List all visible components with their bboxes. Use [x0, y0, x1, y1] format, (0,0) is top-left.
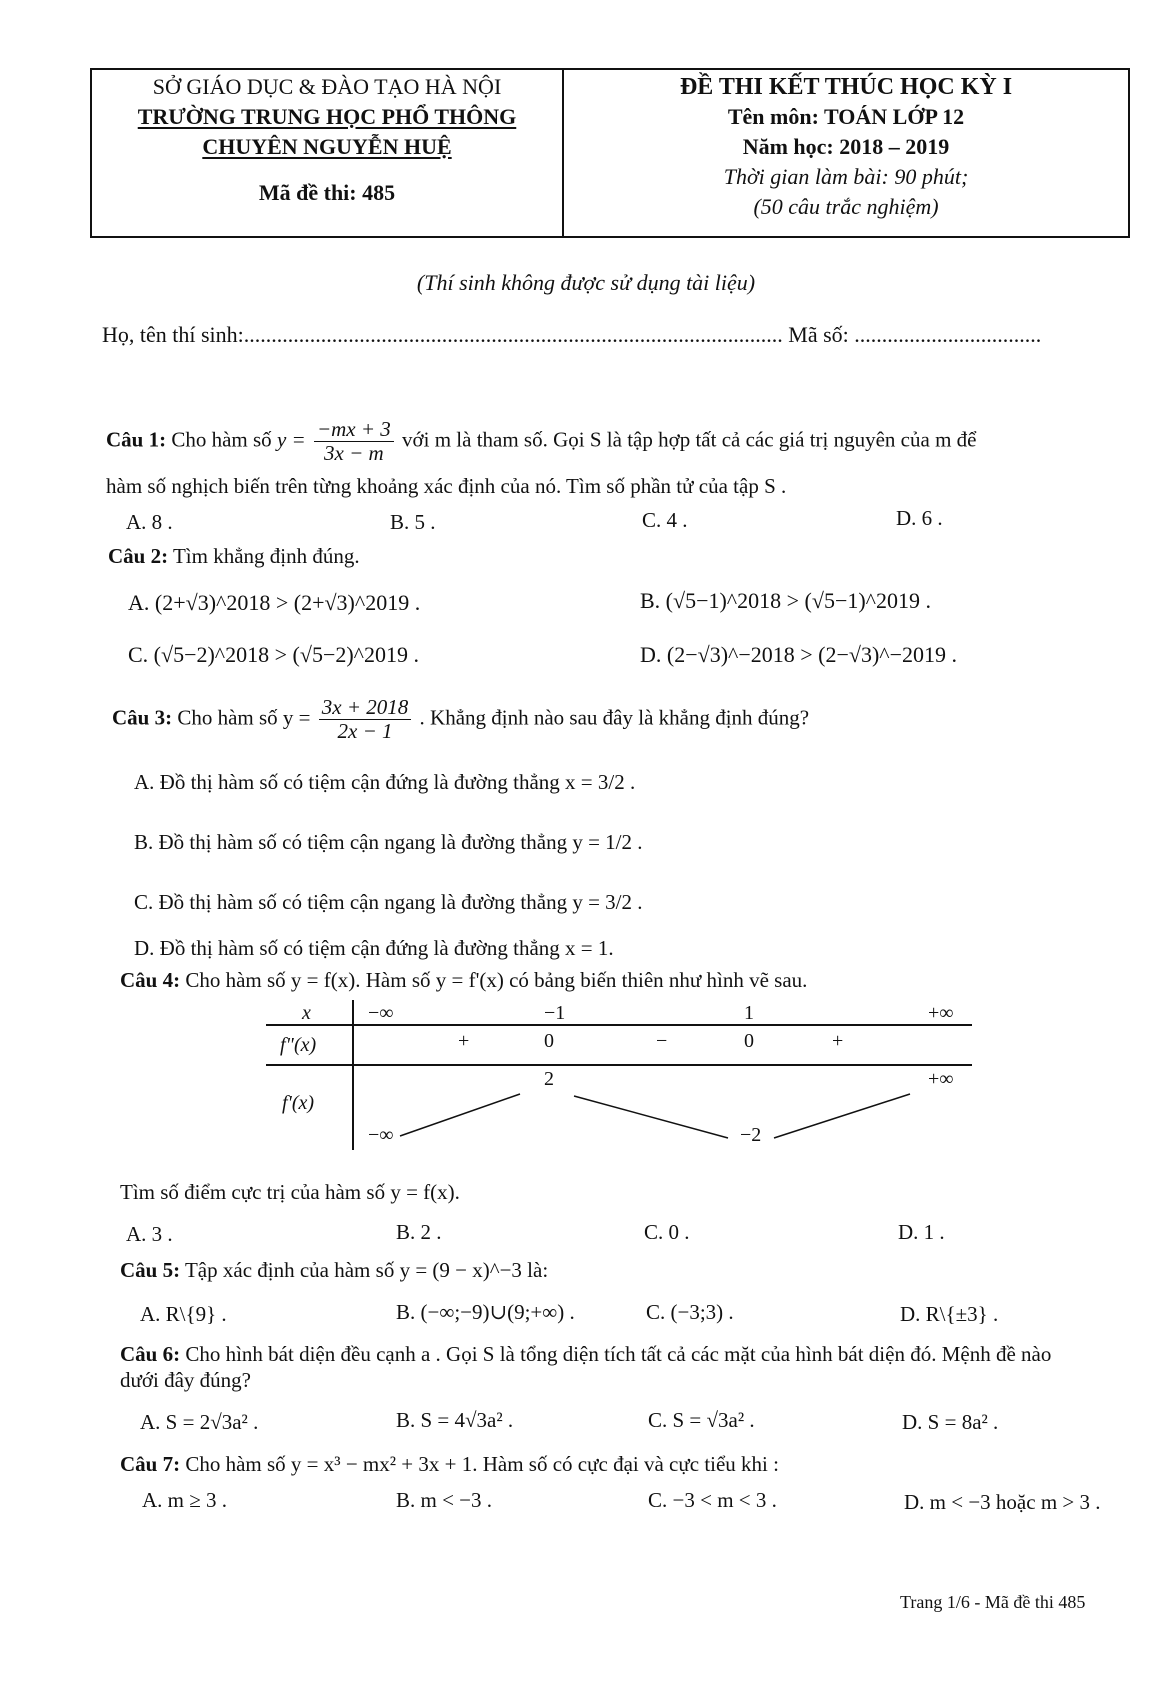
name-label: Họ, tên thí sinh: — [102, 322, 244, 347]
school-name-line2: CHUYÊN NGUYỄN HUỆ — [202, 134, 452, 159]
table-fpp-label: f"(x) — [280, 1034, 317, 1056]
id-dots: .................................. — [854, 322, 1042, 347]
exam-title: ĐỀ THI KẾT THÚC HỌC KỲ I — [679, 74, 1013, 100]
q7-option-c: C. −3 < m < 3 . — [648, 1488, 777, 1512]
table-fp-label: f'(x) — [282, 1092, 315, 1114]
q2-text: Tìm khẳng định đúng. — [172, 544, 360, 568]
q4-option-c: C. 0 . — [644, 1220, 690, 1244]
q4-text: Cho hàm số y = f(x). Hàm số y = f'(x) có bảng biến thiên như hình vẽ sau. — [185, 968, 808, 992]
q3-option-d: D. Đồ thị hàm số có tiệm cận đứng là đường thẳng x = 1. — [134, 936, 614, 960]
q6-option-b: B. S = 4√3a² . — [396, 1408, 514, 1432]
q4-question: Tìm số điểm cực trị của hàm số y = f(x). — [120, 1180, 460, 1204]
page-footer: Trang 1/6 - Mã đề thi 485 — [900, 1592, 1086, 1612]
q3-option-b: B. Đồ thị hàm số có tiệm cận ngang là đường thẳng y = 1/2 . — [134, 830, 643, 854]
q3-option-c: C. Đồ thị hàm số có tiệm cận ngang là đường thẳng y = 3/2 . — [134, 890, 643, 914]
table-sign-3: + — [832, 1030, 844, 1052]
q5-label: Câu 5: — [120, 1258, 181, 1282]
q1-text-a: Cho hàm số — [171, 427, 272, 452]
q6-option-c: C. S = √3a² . — [648, 1408, 755, 1432]
q7-text: Cho hàm số y = x³ − mx² + 3x + 1. Hàm số có cực đại và cực tiểu khi : — [185, 1452, 779, 1476]
table-sign-2: − — [656, 1030, 668, 1052]
exam-time: Thời gian làm bài: 90 phút; — [723, 164, 969, 189]
q3-fraction: $\frac{3x + 2018}{2x - 1}$ — [319, 696, 412, 743]
q2-option-c: C. (√5−2)^2018 > (√5−2)^2019 . — [128, 642, 419, 667]
arrow-increase-1 — [400, 1094, 520, 1136]
q5-option-b: B. (−∞;−9)∪(9;+∞) . — [396, 1300, 575, 1324]
name-dots: .................................................................................................. — [243, 322, 783, 347]
q1-text-b: với m là tham số. Gọi S là tập hợp tất cả các giá trị nguyên của m để — [402, 427, 977, 452]
q6-option-a: A. S = 2√3a² . — [140, 1410, 259, 1434]
table-zero-1: 0 — [544, 1030, 554, 1052]
q6-option-d: D. S = 8a² . — [902, 1410, 999, 1434]
exam-subject: Tên môn: TOÁN LỚP 12 — [727, 104, 965, 129]
q4-option-b: B. 2 . — [396, 1220, 442, 1244]
q5-option-c: C. (−3;3) . — [646, 1300, 734, 1324]
no-materials-note: (Thí sinh không được sử dụng tài liệu) — [416, 270, 756, 295]
q1-option-c: C. 4 . — [642, 508, 688, 532]
q7-option-d: D. m < −3 hoặc m > 3 . — [904, 1490, 1101, 1514]
q6-text: Cho hình bát diện đều cạnh a . Gọi S là tổng diện tích tất cả các mặt của hình bát diện đó. Mệnh đề nào — [185, 1342, 1052, 1366]
q3-option-a: A. Đồ thị hàm số có tiệm cận đứng là đường thẳng x = 3/2 . — [134, 770, 636, 794]
q5-text: Tập xác định của hàm số y = (9 − x)^−3 là: — [184, 1258, 549, 1282]
id-label: Mã số: — [788, 322, 855, 347]
q6-label: Câu 6: — [120, 1342, 181, 1366]
q7-option-a: A. m ≥ 3 . — [142, 1488, 228, 1512]
question-1: Câu 1: Cho hàm số y = $\frac{-mx + 3}{3x - m}$ với m là tham số. Gọi S là tập hợp tất cả các giá trị nguyên của m để — [106, 417, 977, 466]
table-x-pos-inf: +∞ — [928, 1002, 954, 1024]
table-x-one: 1 — [744, 1002, 754, 1024]
table-zero-2: 0 — [744, 1030, 754, 1052]
q1-option-b: B. 5 . — [390, 510, 436, 534]
q7-label: Câu 7: — [120, 1452, 181, 1476]
q6-text-line2: dưới đây đúng? — [120, 1368, 251, 1392]
q1-line2: hàm số nghịch biến trên từng khoảng xác định của nó. Tìm số phần tử của tập S . — [106, 474, 787, 498]
q1-option-a: A. 8 . — [126, 510, 173, 534]
table-fp-min: −2 — [740, 1124, 762, 1146]
table-fp-neg-inf: −∞ — [368, 1124, 394, 1146]
arrow-decrease — [574, 1096, 728, 1138]
q3-label: Câu 3: — [112, 705, 173, 730]
q5-option-d: D. R\{±3} . — [900, 1302, 999, 1326]
q2-option-d: D. (2−√3)^−2018 > (2−√3)^−2019 . — [640, 642, 958, 667]
q5-option-a: A. R\{9} . — [140, 1302, 227, 1326]
question-6 — [120, 1342, 1130, 1367]
q1-option-d: D. 6 . — [896, 506, 943, 530]
exam-code: Mã đề thi: 485 — [258, 180, 396, 205]
table-x-neg-inf: −∞ — [368, 1002, 394, 1024]
q1-fraction: $\frac{-mx + 3}{3x - m}$ — [314, 418, 394, 465]
q1-label: Câu 1: — [106, 427, 167, 452]
table-fp-max: 2 — [544, 1068, 554, 1090]
q2-option-a: A. (2+√3)^2018 > (2+√3)^2019 . — [128, 590, 421, 615]
q3-text-a: Cho hàm số y = — [177, 705, 311, 730]
question-5 — [120, 1258, 548, 1283]
table-sign-1: + — [458, 1030, 470, 1052]
table-fp-pos-inf: +∞ — [928, 1068, 954, 1090]
q7-option-b: B. m < −3 . — [396, 1488, 493, 1512]
department-name: SỞ GIÁO DỤC & ĐÀO TẠO HÀ NỘI — [152, 74, 502, 99]
q4-label: Câu 4: — [120, 968, 181, 992]
school-name-line1: TRƯỜNG TRUNG HỌC PHỔ THÔNG — [137, 104, 517, 129]
q4-option-d: D. 1 . — [898, 1220, 945, 1244]
exam-question-count: (50 câu trắc nghiệm) — [753, 194, 939, 219]
table-x-minus-one: −1 — [544, 1002, 566, 1024]
exam-year: Năm học: 2018 – 2019 — [742, 134, 950, 159]
arrow-increase-2 — [774, 1094, 910, 1138]
q4-option-a: A. 3 . — [126, 1222, 173, 1246]
q2-label: Câu 2: — [108, 544, 169, 568]
question-7 — [120, 1452, 779, 1477]
q2-option-b: B. (√5−1)^2018 > (√5−1)^2019 . — [640, 588, 931, 613]
table-x-label: x — [302, 1002, 311, 1024]
q3-text-b: . Khẳng định nào sau đây là khẳng định đúng? — [419, 705, 810, 730]
